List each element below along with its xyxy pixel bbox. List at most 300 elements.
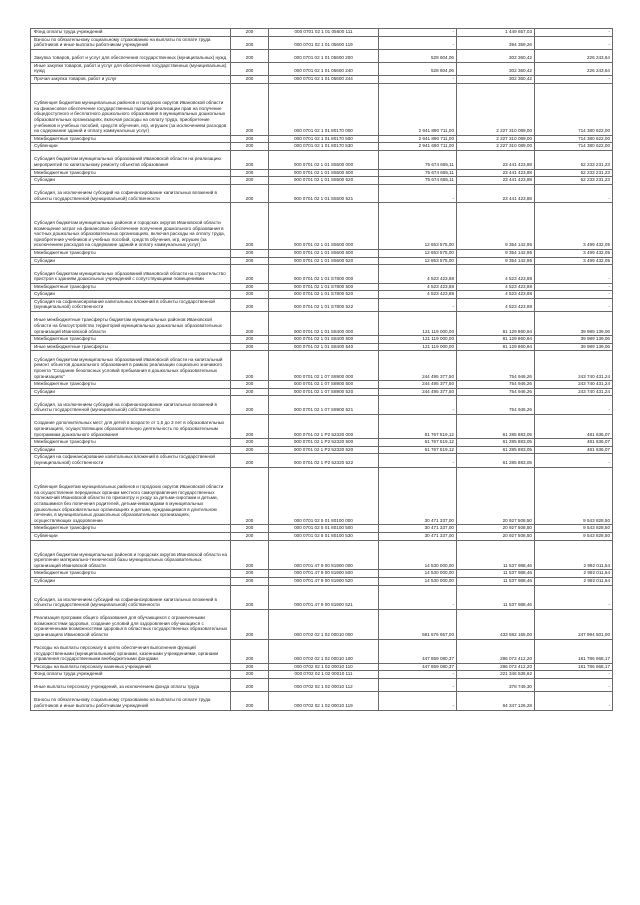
row-approved: 121 119 000,00 (379, 336, 457, 344)
table-row (31, 577, 613, 585)
row-name: Межбюджетные трансферты (31, 135, 231, 143)
row-code: 200 (231, 312, 269, 336)
row-executed: 394 359,26 (457, 36, 535, 49)
table-row (31, 283, 613, 291)
table-row (31, 169, 613, 177)
row-code: 200 (231, 49, 269, 62)
row-approved: 528 604,06 (379, 49, 457, 62)
row-name: Межбюджетные трансферты (31, 336, 231, 344)
row-approved: - (379, 454, 457, 467)
row-executed: 23 441 423,88 (457, 177, 535, 185)
row-code: 200 (231, 525, 269, 533)
row-name: Субсидия на софинансирование капитальных вложений в объекты государственной (муниципальной) собственности (31, 454, 231, 467)
row-code: 200 (231, 257, 269, 265)
row-kbk: 000 0701 02 5 01 80100 530 (269, 532, 379, 540)
row-code: 200 (231, 388, 269, 396)
row-kbk: 000 0702 02 1 02 00010 100 (269, 639, 379, 663)
row-approved: - (379, 75, 457, 83)
row-name: Субсидия, за исключением субсидий на софинансирование капитальных вложений в объекты государственной (муниципальной) собственности (31, 184, 231, 203)
row-code: 200 (231, 177, 269, 185)
row-approved: 2 941 890 711,00 (379, 83, 457, 135)
row-remaining: 2 992 011,54 (535, 540, 613, 570)
row-remaining: 226 243,64 (535, 49, 613, 62)
row-executed: 2 227 310 089,00 (457, 83, 535, 135)
row-name: Субвенция бюджетам муниципальных районов и городских округов Ивановской области на финансовое обеспечение государственных гарантий реализации прав на получение общедоступного и бесплатного дошкольного образования в муниципальных дошкольных образовательных организациях, включая расходы на оплату труда, приобретение учебников и учебных пособий, средств обучения, игр, игрушек (за исключением расходов на содержание зданий и оплату коммунальных услуг) (31, 83, 231, 135)
row-executed: 378 749,30 (457, 678, 535, 691)
row-remaining: 2 992 011,54 (535, 577, 613, 585)
table-row (31, 49, 613, 62)
row-approved: 75 674 655,11 (379, 177, 457, 185)
row-executed: 61 285 883,05 (457, 415, 535, 439)
row-approved: 12 853 575,00 (379, 257, 457, 265)
row-executed: 754 946,26 (457, 388, 535, 396)
table-row (31, 446, 613, 454)
row-approved: 121 119 000,00 (379, 343, 457, 351)
row-name: Создание дополнительных мест для детей в возрасте от 1,5 до 3 лет в образовательных организациях, осуществляющих образовательную деятельность по образовательным программам дошкольного образования (31, 415, 231, 439)
row-kbk: 000 0701 02 1 01 05600 200 (269, 49, 379, 62)
row-remaining: - (535, 691, 613, 710)
row-remaining: 9 543 828,50 (535, 532, 613, 540)
row-executed: 11 537 988,46 (457, 577, 535, 585)
table-row (31, 62, 613, 75)
row-approved: - (379, 691, 457, 710)
row-name: Межбюджетные трансферты (31, 525, 231, 533)
table-row (31, 83, 613, 135)
row-executed: 754 946,26 (457, 381, 535, 389)
row-kbk: 000 0701 02 5 01 80100 000 (269, 467, 379, 525)
row-remaining: - (535, 291, 613, 299)
row-code: 200 (231, 283, 269, 291)
row-name: Субсидии (31, 257, 231, 265)
row-remaining: - (535, 184, 613, 203)
row-executed: 2 227 310 089,00 (457, 135, 535, 143)
row-remaining: 714 380 622,00 (535, 83, 613, 135)
row-approved: - (379, 585, 457, 609)
row-remaining: - (535, 75, 613, 83)
row-remaining: 161 786 668,17 (535, 639, 613, 663)
row-approved: 12 653 575,00 (379, 203, 457, 250)
row-name: Субвенция бюджетам муниципальных районов и городских округов Ивановской области на осуществление переданных органам местного самоуправления государственных полномочий Ивановской области по присмотру и уходу за детьми-сиротами и детьми, оставшимися без попечения родителей, детьми-инвалидами в муниципальных дошкольных образовательных организациях и детьми, нуждающимися в длительном лечении, в муниципальных дошкольных образовательных организациях, осуществляющих оздоровление (31, 467, 231, 525)
table-row (31, 396, 613, 415)
table-row (31, 570, 613, 578)
row-code: 200 (231, 439, 269, 447)
row-code: 200 (231, 540, 269, 570)
row-kbk: 000 0701 02 1 01 05600 119 (269, 36, 379, 49)
row-kbk: 000 0701 47 9 00 81900 521 (269, 585, 379, 609)
table-row (31, 439, 613, 447)
row-code: 200 (231, 467, 269, 525)
row-remaining: 39 989 139,06 (535, 312, 613, 336)
row-executed: 20 927 508,50 (457, 467, 535, 525)
row-kbk: 000 0701 02 1 01 S5500 000 (269, 150, 379, 169)
table-row (31, 336, 613, 344)
row-executed: 4 523 423,88 (457, 283, 535, 291)
row-executed: 9 354 142,95 (457, 257, 535, 265)
row-remaining: 52 233 231,23 (535, 177, 613, 185)
row-code: 200 (231, 29, 269, 37)
row-approved: 30 471 337,00 (379, 525, 457, 533)
row-kbk: 000 0701 02 1 01 S7800 522 (269, 298, 379, 311)
row-approved: - (379, 184, 457, 203)
row-approved: 14 530 000,00 (379, 540, 457, 570)
row-approved: 244 495 377,50 (379, 388, 457, 396)
table-row (31, 343, 613, 351)
row-remaining: 52 233 231,23 (535, 169, 613, 177)
row-kbk: 000 0702 02 1 02 00010 110 (269, 663, 379, 671)
row-remaining: 39 989 139,06 (535, 343, 613, 351)
row-code: 200 (231, 143, 269, 151)
row-kbk: 000 0701 02 1 01 05600 240 (269, 62, 379, 75)
row-approved: 75 674 655,11 (379, 169, 457, 177)
row-approved: 61 767 519,12 (379, 446, 457, 454)
row-remaining: 9 543 828,50 (535, 467, 613, 525)
table-row (31, 454, 613, 467)
table-row (31, 29, 613, 37)
table-row (31, 36, 613, 49)
row-executed: 4 523 423,88 (457, 291, 535, 299)
row-name: Взносы по обязательному социальному страхованию на выплаты по оплате труда работников и иные выплаты работникам учреждений (31, 691, 231, 710)
row-approved: 75 674 655,11 (379, 150, 457, 169)
row-name: Субсидии (31, 177, 231, 185)
row-name: Реализация программ общего образования для обучающихся с ограниченными возможностями здоровья, создание условий для оздоровления обучающихся с ограниченными возможностями здоровья в областных государственных образовательных организациях Ивановской области (31, 609, 231, 639)
row-kbk: 000 0701 02 1 01 S7800 520 (269, 291, 379, 299)
row-name: Фонд оплаты труда учреждений (31, 29, 231, 37)
row-executed: 286 072 412,20 (457, 639, 535, 663)
row-approved: 4 523 423,88 (379, 265, 457, 284)
row-executed: 23 441 423,88 (457, 184, 535, 203)
row-name: Расходы на выплаты персоналу в целях обеспечения выполнения функций государственными (муниципальными) органами, казенными учреждениями, органами управления государственными внебюджетными фондами (31, 639, 231, 663)
row-code: 200 (231, 298, 269, 311)
row-name: Расходы на выплаты персоналу казенных учреждений (31, 663, 231, 671)
row-approved: 121 119 000,00 (379, 312, 457, 336)
row-approved: 4 523 423,88 (379, 291, 457, 299)
table-row (31, 265, 613, 284)
row-remaining: - (535, 29, 613, 37)
row-name: Закупка товаров, работ и услуг для обеспечения государственных (муниципальных) нужд (31, 49, 231, 62)
row-code: 200 (231, 532, 269, 540)
table-row (31, 691, 613, 710)
row-code: 200 (231, 415, 269, 439)
row-kbk: 000 0701 02 5 01 80100 500 (269, 525, 379, 533)
row-approved: - (379, 298, 457, 311)
row-code: 200 (231, 135, 269, 143)
row-kbk: 000 0702 02 1 02 00010 111 (269, 671, 379, 679)
row-code: 200 (231, 184, 269, 203)
row-code: 200 (231, 639, 269, 663)
row-remaining: 226 243,64 (535, 62, 613, 75)
table-row (31, 388, 613, 396)
row-name: Иные межбюджетные трансферты бюджетам муниципальных районов Ивановской области на благоустройство территорий муниципальных дошкольных образовательных организаций Ивановской области (31, 312, 231, 336)
row-code: 200 (231, 671, 269, 679)
row-approved: 244 495 377,50 (379, 351, 457, 381)
row-code: 200 (231, 336, 269, 344)
row-remaining: 243 740 431,24 (535, 351, 613, 381)
row-code: 200 (231, 570, 269, 578)
row-approved: 447 859 080,37 (379, 663, 457, 671)
row-approved: 30 471 337,00 (379, 532, 457, 540)
row-approved: 61 767 519,12 (379, 439, 457, 447)
row-kbk: 000 0701 02 1 07 S8900 520 (269, 388, 379, 396)
row-name: Субсидия, за исключением субсидий на софинансирование капитальных вложений в объекты государственной (муниципальной) собственности (31, 396, 231, 415)
row-executed: 11 537 988,46 (457, 570, 535, 578)
row-remaining: - (535, 678, 613, 691)
row-executed: 23 441 423,88 (457, 150, 535, 169)
table-row (31, 609, 613, 639)
row-remaining: - (535, 396, 613, 415)
row-name: Межбюджетные трансферты (31, 169, 231, 177)
row-executed: 9 354 142,95 (457, 249, 535, 257)
row-executed: 81 129 860,94 (457, 336, 535, 344)
row-remaining: 3 499 432,05 (535, 249, 613, 257)
row-approved: - (379, 29, 457, 37)
row-name: Субсидия бюджетам муниципальных образований Ивановской области на капитальный ремонт объектов дошкольного образования в рамках реализации социально значимого проекта "Создание безопасных условий пребывания в дошкольных образовательных организациях" (31, 351, 231, 381)
row-executed: 4 523 423,88 (457, 265, 535, 284)
row-code: 200 (231, 75, 269, 83)
row-kbk: 000 0701 02 1 01 S5500 521 (269, 184, 379, 203)
row-approved: - (379, 671, 457, 679)
row-remaining: 714 380 622,00 (535, 135, 613, 143)
row-approved: 14 530 000,00 (379, 570, 457, 578)
row-kbk: 000 0701 02 1 01 05600 244 (269, 75, 379, 83)
row-kbk: 000 0701 02 1 07 S8900 500 (269, 381, 379, 389)
table-row (31, 312, 613, 336)
row-executed: 81 129 860,94 (457, 312, 535, 336)
row-kbk: 000 0701 02 1 07 S8900 000 (269, 351, 379, 381)
row-approved: 2 941 890 711,00 (379, 135, 457, 143)
row-executed: 4 523 423,88 (457, 298, 535, 311)
row-name: Взносы по обязательному социальному страхованию на выплаты по оплате труда работников и иные выплаты работникам учреждений (31, 36, 231, 49)
row-executed: 754 946,26 (457, 351, 535, 381)
row-name: Иные межбюджетные трансферты (31, 343, 231, 351)
row-code: 200 (231, 585, 269, 609)
row-name: Межбюджетные трансферты (31, 249, 231, 257)
table-row (31, 75, 613, 83)
row-code: 200 (231, 169, 269, 177)
row-remaining: 9 543 828,50 (535, 525, 613, 533)
row-name: Субсидия бюджетам муниципальных районов и городских округов Ивановской области на укрепление материально-технической базы муниципальных образовательных организаций Ивановской области (31, 540, 231, 570)
row-approved: 12 653 575,00 (379, 249, 457, 257)
row-kbk: 000 0701 02 1 01 S8400 000 (269, 312, 379, 336)
row-name: Межбюджетные трансферты (31, 283, 231, 291)
row-code: 200 (231, 454, 269, 467)
row-name: Субсидия бюджетам муниципальных образований Ивановской области на реализацию мероприятий по капитальному ремонту объектов образования (31, 150, 231, 169)
row-kbk: 000 0701 47 9 00 81900 000 (269, 540, 379, 570)
table-row (31, 351, 613, 381)
row-code: 200 (231, 381, 269, 389)
row-approved: 447 859 080,37 (379, 639, 457, 663)
row-executed: 20 927 508,50 (457, 532, 535, 540)
table-row (31, 291, 613, 299)
row-remaining: 39 989 139,06 (535, 336, 613, 344)
row-remaining: - (535, 585, 613, 609)
table-row (31, 525, 613, 533)
row-executed: 2 227 310 089,00 (457, 143, 535, 151)
row-code: 200 (231, 249, 269, 257)
row-remaining: - (535, 298, 613, 311)
row-executed: 20 927 508,50 (457, 525, 535, 533)
row-kbk: 000 0701 02 1 01 80170 500 (269, 135, 379, 143)
row-executed: 1 449 657,03 (457, 29, 535, 37)
row-name: Субсидии (31, 577, 231, 585)
row-name: Межбюджетные трансферты (31, 570, 231, 578)
row-kbk: 000 0701 02 1 01 S5500 500 (269, 169, 379, 177)
row-kbk: 000 0701 02 1 07 S8900 521 (269, 396, 379, 415)
row-executed: 754 946,26 (457, 396, 535, 415)
row-code: 200 (231, 291, 269, 299)
row-kbk: 000 0701 47 9 00 81900 520 (269, 577, 379, 585)
row-kbk: 000 0701 47 9 00 81900 500 (269, 570, 379, 578)
row-kbk: 000 0701 02 1 01 S5600 000 (269, 203, 379, 250)
table-row (31, 585, 613, 609)
row-code: 200 (231, 691, 269, 710)
row-name: Фонд оплаты труда учреждений (31, 671, 231, 679)
row-executed: 61 285 883,05 (457, 454, 535, 467)
row-name: Субвенции (31, 143, 231, 151)
table-row (31, 671, 613, 679)
row-code: 200 (231, 446, 269, 454)
row-name: Субсидии (31, 446, 231, 454)
row-executed: 64 347 126,28 (457, 691, 535, 710)
row-name: Иные закупки товаров, работ и услуг для обеспечения государственных (муниципальных) нужд (31, 62, 231, 75)
row-remaining: 161 786 668,17 (535, 663, 613, 671)
table-row (31, 257, 613, 265)
row-remaining: 243 740 431,24 (535, 388, 613, 396)
row-code: 200 (231, 62, 269, 75)
row-executed: 23 441 423,88 (457, 169, 535, 177)
row-executed: 11 537 988,46 (457, 585, 535, 609)
row-kbk: 000 0702 02 1 02 00010 119 (269, 691, 379, 710)
row-approved: - (379, 396, 457, 415)
row-approved: 528 604,06 (379, 62, 457, 75)
table-row (31, 678, 613, 691)
row-kbk: 000 0701 02 1 01 05600 111 (269, 29, 379, 37)
row-name: Субсидия, за исключением субсидий на софинансирование капитальных вложений в объекты государственной (муниципальной) собственности (31, 585, 231, 609)
row-code: 200 (231, 351, 269, 381)
table-row (31, 540, 613, 570)
row-remaining: 52 233 231,23 (535, 150, 613, 169)
table-row (31, 532, 613, 540)
row-remaining: 243 740 431,24 (535, 381, 613, 389)
table-row (31, 663, 613, 671)
row-remaining: 3 499 432,05 (535, 257, 613, 265)
row-approved: - (379, 678, 457, 691)
row-kbk: 000 0701 02 1 01 S5600 520 (269, 257, 379, 265)
row-executed: 61 285 883,05 (457, 446, 535, 454)
row-executed: 221 346 536,62 (457, 671, 535, 679)
row-name: Субсидия бюджетам муниципальных образований Ивановской области на строительство пристроя к зданиям дошкольных учреждений с сопутствующими помещениями (31, 265, 231, 284)
row-name: Межбюджетные трансферты (31, 381, 231, 389)
row-kbk: 000 0701 02 1 01 80170 530 (269, 143, 379, 151)
row-name: Субсидия на софинансирование капитальных вложений в объекты государственной (муниципальной) собственности (31, 298, 231, 311)
table-row (31, 381, 613, 389)
row-executed: 433 582 165,00 (457, 609, 535, 639)
row-code: 200 (231, 678, 269, 691)
row-approved: 2 941 690 711,00 (379, 143, 457, 151)
row-kbk: 000 0701 02 1 01 S5500 520 (269, 177, 379, 185)
row-executed: 302 360,42 (457, 49, 535, 62)
row-executed: 302 360,42 (457, 62, 535, 75)
row-remaining: 481 636,07 (535, 439, 613, 447)
row-remaining: 247 994 501,00 (535, 609, 613, 639)
row-code: 200 (231, 36, 269, 49)
row-remaining: - (535, 36, 613, 49)
row-executed: 11 537 988,46 (457, 540, 535, 570)
row-kbk: 000 0701 02 1 01 80170 000 (269, 83, 379, 135)
row-approved: - (379, 36, 457, 49)
row-kbk: 000 0701 02 1 P2 52320 520 (269, 446, 379, 454)
row-remaining: - (535, 283, 613, 291)
row-kbk: 000 0701 02 1 P2 52320 000 (269, 415, 379, 439)
row-code: 200 (231, 663, 269, 671)
row-name: Межбюджетные трансферты (31, 439, 231, 447)
row-code: 200 (231, 577, 269, 585)
row-code: 200 (231, 609, 269, 639)
table-row (31, 177, 613, 185)
row-code: 200 (231, 265, 269, 284)
table-row (31, 184, 613, 203)
row-executed: 81 129 860,94 (457, 343, 535, 351)
row-kbk: 000 0701 02 1 P2 52320 522 (269, 454, 379, 467)
table-row (31, 143, 613, 151)
row-remaining: 714 380 622,00 (535, 143, 613, 151)
row-kbk: 000 0701 02 1 01 S8400 540 (269, 343, 379, 351)
row-name: Прочая закупка товаров, работ и услуг (31, 75, 231, 83)
row-name: Субсидия бюджетам муниципальных районов и городских округов Ивановской области возмещение затрат на финансовое обеспечение получения дошкольного образования в частных дошкольных образовательных организациях, включая расходы на оплату труда, приобретение учебников и учебных пособий, средств обучения, игр, игрушек (за исключением расходов на содержание зданий и оплату коммунальных услуг) (31, 203, 231, 250)
row-approved: 30 471 337,00 (379, 467, 457, 525)
row-kbk: 000 0701 02 1 01 S7800 000 (269, 265, 379, 284)
row-remaining: - (535, 671, 613, 679)
row-code: 200 (231, 396, 269, 415)
row-executed: 9 354 142,95 (457, 203, 535, 250)
row-name: Субвенции (31, 532, 231, 540)
row-executed: 61 285 883,05 (457, 439, 535, 447)
row-approved: 14 530 000,00 (379, 577, 457, 585)
row-code: 200 (231, 343, 269, 351)
table-row (31, 639, 613, 663)
table-row (31, 203, 613, 250)
row-code: 200 (231, 203, 269, 250)
row-remaining: - (535, 454, 613, 467)
row-remaining: - (535, 265, 613, 284)
row-code: 200 (231, 83, 269, 135)
row-remaining: 481 636,07 (535, 415, 613, 439)
table-row (31, 467, 613, 525)
row-kbk: 000 0701 02 1 01 S7800 500 (269, 283, 379, 291)
row-remaining: 481 636,07 (535, 446, 613, 454)
row-kbk: 000 0701 02 1 P2 52320 500 (269, 439, 379, 447)
row-kbk: 000 0702 02 1 02 00010 000 (269, 609, 379, 639)
row-executed: 286 072 412,20 (457, 663, 535, 671)
row-name: Субсидии (31, 388, 231, 396)
row-code: 200 (231, 150, 269, 169)
row-approved: 4 523 423,88 (379, 283, 457, 291)
table-row (31, 150, 613, 169)
table-row (31, 249, 613, 257)
budget-execution-table (30, 28, 613, 711)
row-approved: 61 767 519,12 (379, 415, 457, 439)
row-remaining: 3 499 432,05 (535, 203, 613, 250)
table-row (31, 415, 613, 439)
row-kbk: 000 0701 02 1 01 S8400 500 (269, 336, 379, 344)
row-remaining: 2 992 011,54 (535, 570, 613, 578)
row-kbk: 000 0701 02 1 01 S5600 500 (269, 249, 379, 257)
row-name: Иные выплаты персоналу учреждений, за исключением фонда оплаты труда (31, 678, 231, 691)
row-name: Субсидии (31, 291, 231, 299)
row-kbk: 000 0702 02 1 02 00010 112 (269, 678, 379, 691)
row-approved: 244 495 377,50 (379, 381, 457, 389)
row-approved: 681 576 657,00 (379, 609, 457, 639)
table-row (31, 298, 613, 311)
